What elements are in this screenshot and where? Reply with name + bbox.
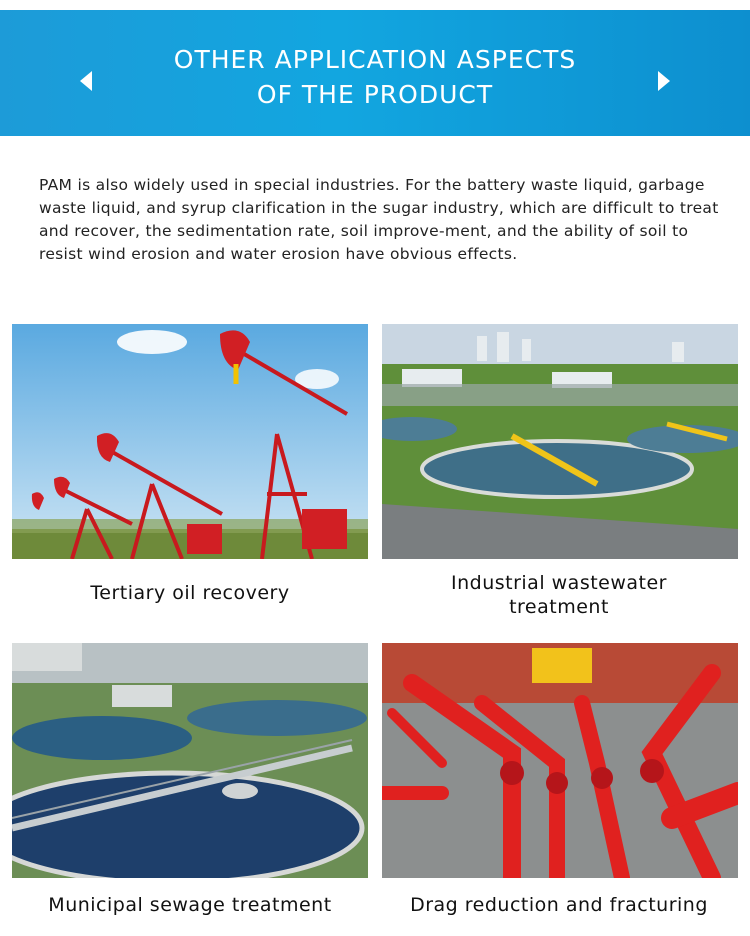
caption-drag-reduction: Drag reduction and fracturing <box>410 894 708 916</box>
sewage-treatment-photo <box>12 643 368 878</box>
caption-tertiary-oil-recovery: Tertiary oil recovery <box>90 582 290 604</box>
caption-municipal-sewage: Municipal sewage treatment <box>48 894 332 916</box>
chevron-right-icon[interactable] <box>658 71 670 91</box>
oil-recovery-photo <box>12 324 368 559</box>
header-banner <box>0 10 750 136</box>
fracturing-pipes-photo <box>382 643 738 878</box>
intro-paragraph: PAM is also widely used in special industries. For the battery waste liquid, garbage waste liquid, and syrup clarification in the sugar industry, which are difficult to treat and recover, the sedimentation rate, soil improve-ment, and the ability of soil to resist wind erosion and water erosion have obvious effects. <box>39 176 719 263</box>
chevron-left-icon[interactable] <box>80 71 92 91</box>
caption-industrial-wastewater <box>374 571 744 619</box>
banner-title <box>120 42 630 112</box>
banner-title-line-2: OF THE PRODUCT <box>256 80 494 109</box>
caption-industrial-wastewater-text: Industrial wastewater treatment <box>450 572 667 618</box>
wastewater-plant-photo <box>382 324 738 559</box>
banner-title-line-1: OTHER APPLICATION ASPECTS <box>173 45 577 74</box>
